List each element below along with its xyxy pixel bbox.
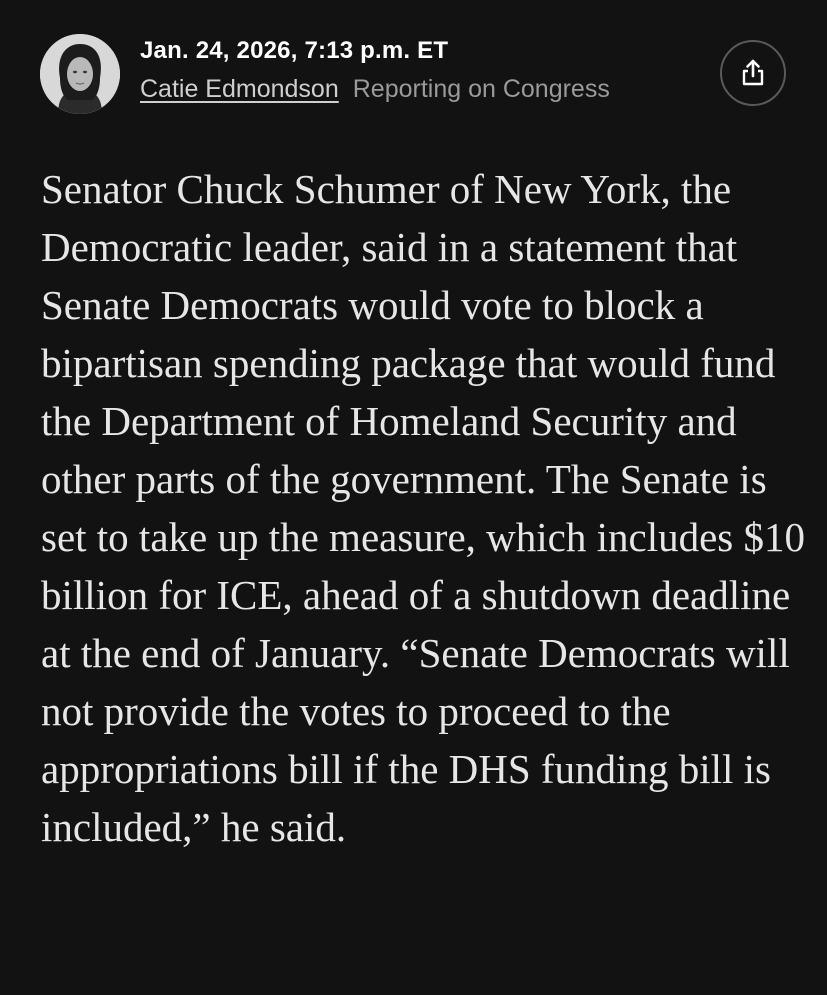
- author-link[interactable]: Catie Edmondson: [140, 75, 339, 103]
- author-beat: Reporting on Congress: [352, 75, 610, 103]
- byline: [140, 74, 700, 104]
- post-timestamp: Jan. 24, 2026, 7:13 p.m. ET: [140, 37, 449, 64]
- post-header: [40, 34, 790, 114]
- author-photo: [40, 34, 120, 114]
- post-meta: [140, 36, 700, 104]
- share-icon: [740, 59, 766, 87]
- author-avatar[interactable]: [40, 34, 120, 114]
- share-button[interactable]: [720, 40, 786, 106]
- post-body: Senator Chuck Schumer of New York, the Democratic leader, said in a statement that Senate Democrats would vote to block a bipartisan spending package that would fund the Department of Homeland Security and other parts of the government. The Senate is set to take up the measure, which includes $10 billion for ICE, ahead of a shutdown deadline at the end of January. “Senate Democrats will not provide the votes to proceed to the appropriations bill if the DHS funding bill is included,” he said.: [41, 166, 805, 850]
